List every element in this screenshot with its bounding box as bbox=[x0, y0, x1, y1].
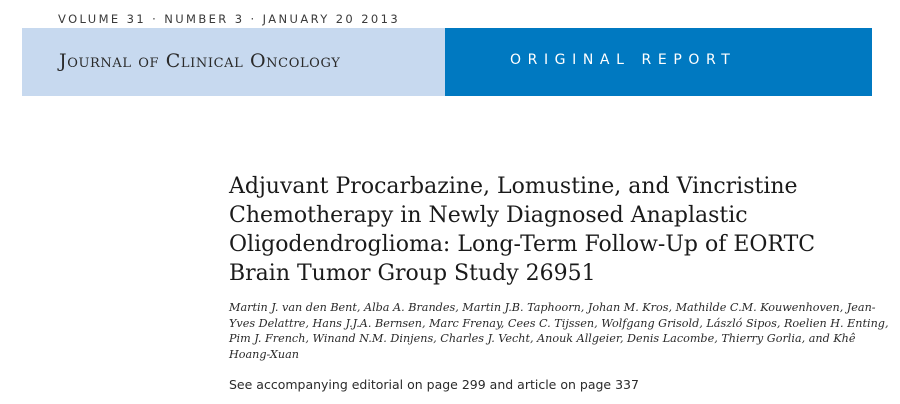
article-type-label: ORIGINAL REPORT bbox=[510, 52, 737, 68]
editorial-note: See accompanying editorial on page 299 and article on page 337 bbox=[229, 377, 639, 392]
author-list: Martin J. van den Bent, Alba A. Brandes, Martin J.B. Taphoorn, Johan M. Kros, Mathilde C.M. Kouwenhoven, Jean-Yves Delattre, Hans J.J.A. Bernsen, Marc Frenay, Cees C. Tijssen, Wolfgang Grisold, László Sipos, Roelien H. Enting, Pim J. French, Winand N.M. Dinjens, Charles J. Vecht, Anouk Allgeier, Denis Lacombe, Thierry Gorlia, and Khê Hoang-Xuan bbox=[229, 301, 889, 361]
journal-name-panel bbox=[22, 28, 445, 96]
journal-banner bbox=[22, 28, 872, 96]
article-type-panel bbox=[445, 28, 872, 96]
issue-line: VOLUME 31 · NUMBER 3 · JANUARY 20 2013 bbox=[58, 12, 401, 26]
article-title: Adjuvant Procarbazine, Lomustine, and Vincristine Chemotherapy in Newly Diagnosed Anaplastic Oligodendroglioma: Long-Term Follow-Up of EORTC Brain Tumor Group Study 26951 bbox=[229, 174, 816, 286]
journal-name: Journal of Clinical Oncology bbox=[59, 50, 341, 72]
